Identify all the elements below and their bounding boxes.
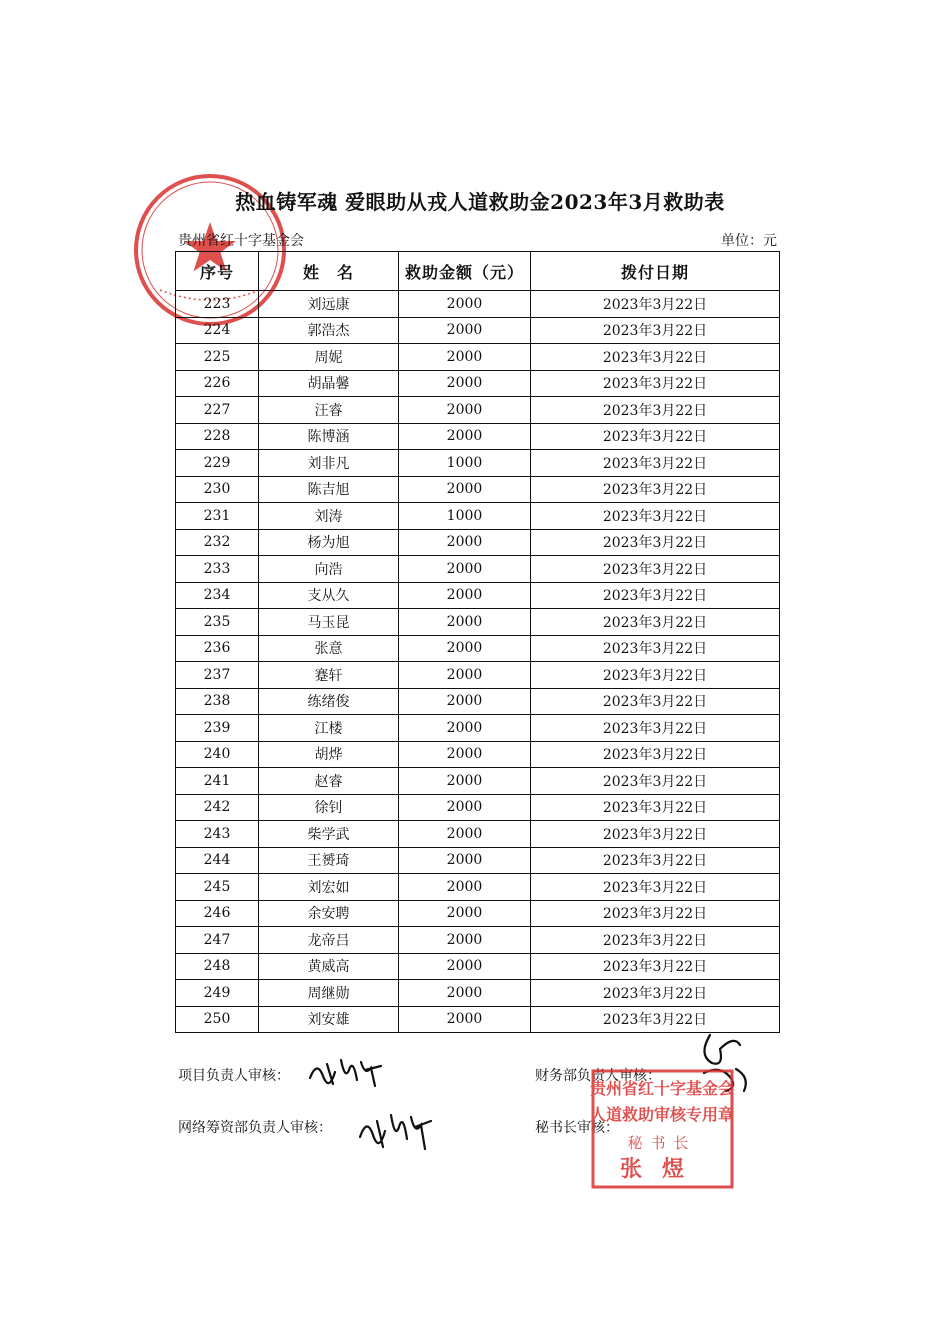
seal-line-3: 秘书长 <box>627 1134 697 1152</box>
table-row <box>176 900 780 927</box>
cell-seq: 244 <box>176 847 259 874</box>
cell-amount: 2000 <box>399 662 531 689</box>
table-row <box>176 821 780 848</box>
cell-seq: 237 <box>176 662 259 689</box>
table-row <box>176 927 780 954</box>
cell-amount: 2000 <box>399 953 531 980</box>
table-row <box>176 1006 780 1033</box>
table-row <box>176 476 780 503</box>
table-body <box>176 291 780 1033</box>
cell-name: 龙帝吕 <box>259 927 399 954</box>
table-row <box>176 556 780 583</box>
cell-seq: 225 <box>176 344 259 371</box>
cell-date: 2023年3月22日 <box>531 397 780 424</box>
cell-date: 2023年3月22日 <box>531 609 780 636</box>
project-lead-review-label: 项目负责人审核： <box>178 1068 290 1084</box>
project-lead-signature <box>305 1050 385 1095</box>
cell-name: 胡烨 <box>259 741 399 768</box>
cell-date: 2023年3月22日 <box>531 529 780 556</box>
cell-date: 2023年3月22日 <box>531 344 780 371</box>
cell-amount: 2000 <box>399 556 531 583</box>
table-row <box>176 609 780 636</box>
cell-name: 郭浩杰 <box>259 317 399 344</box>
cell-date: 2023年3月22日 <box>531 450 780 477</box>
cell-seq: 247 <box>176 927 259 954</box>
cell-name: 余安聘 <box>259 900 399 927</box>
secretary-general-review-label: 秘书长审核： <box>535 1120 619 1136</box>
cell-seq: 245 <box>176 874 259 901</box>
cell-date: 2023年3月22日 <box>531 768 780 795</box>
cell-seq: 229 <box>176 450 259 477</box>
cell-amount: 2000 <box>399 768 531 795</box>
cell-amount: 2000 <box>399 291 531 318</box>
header-name: 姓 名 <box>259 252 399 291</box>
table-row <box>176 794 780 821</box>
table-row <box>176 450 780 477</box>
cell-date: 2023年3月22日 <box>531 582 780 609</box>
header-date: 拨付日期 <box>531 252 780 291</box>
cell-seq: 238 <box>176 688 259 715</box>
cell-name: 马玉昆 <box>259 609 399 636</box>
cell-seq: 249 <box>176 980 259 1007</box>
cell-name: 汪睿 <box>259 397 399 424</box>
fundraising-lead-signature <box>355 1103 435 1158</box>
cell-seq: 227 <box>176 397 259 424</box>
cell-date: 2023年3月22日 <box>531 847 780 874</box>
cell-date: 2023年3月22日 <box>531 688 780 715</box>
cell-amount: 2000 <box>399 476 531 503</box>
table-header-row <box>176 252 780 291</box>
header-amount: 救助金额（元） <box>399 252 531 291</box>
cell-seq: 239 <box>176 715 259 742</box>
cell-amount: 2000 <box>399 794 531 821</box>
cell-name: 杨为旭 <box>259 529 399 556</box>
cell-date: 2023年3月22日 <box>531 662 780 689</box>
cell-seq: 231 <box>176 503 259 530</box>
cell-date: 2023年3月22日 <box>531 556 780 583</box>
table-row <box>176 582 780 609</box>
cell-name: 徐钊 <box>259 794 399 821</box>
table-row <box>176 980 780 1007</box>
cell-date: 2023年3月22日 <box>531 900 780 927</box>
cell-seq: 246 <box>176 900 259 927</box>
cell-name: 陈吉旭 <box>259 476 399 503</box>
cell-amount: 2000 <box>399 847 531 874</box>
cell-seq: 242 <box>176 794 259 821</box>
table-row <box>176 423 780 450</box>
table-row <box>176 741 780 768</box>
cell-seq: 241 <box>176 768 259 795</box>
cell-date: 2023年3月22日 <box>531 821 780 848</box>
table-row <box>176 635 780 662</box>
table-row <box>176 847 780 874</box>
cell-amount: 2000 <box>399 1006 531 1033</box>
cell-date: 2023年3月22日 <box>531 980 780 1007</box>
cell-name: 蹇轩 <box>259 662 399 689</box>
cell-seq: 224 <box>176 317 259 344</box>
cell-name: 向浩 <box>259 556 399 583</box>
cell-name: 练绪俊 <box>259 688 399 715</box>
cell-amount: 2000 <box>399 609 531 636</box>
table-row <box>176 317 780 344</box>
cell-date: 2023年3月22日 <box>531 635 780 662</box>
cell-date: 2023年3月22日 <box>531 291 780 318</box>
seal-line-4: 张煜 <box>619 1157 705 1182</box>
relief-table <box>175 251 780 1033</box>
document-title: 热血铸军魂 爱眼助从戎人道救助金2023年3月救助表 <box>235 190 725 214</box>
cell-name: 胡晶馨 <box>259 370 399 397</box>
cell-amount: 1000 <box>399 450 531 477</box>
cell-amount: 2000 <box>399 874 531 901</box>
cell-name: 江楼 <box>259 715 399 742</box>
table-row <box>176 344 780 371</box>
cell-name: 刘涛 <box>259 503 399 530</box>
cell-name: 刘安雄 <box>259 1006 399 1033</box>
cell-amount: 1000 <box>399 503 531 530</box>
cell-date: 2023年3月22日 <box>531 874 780 901</box>
cell-seq: 240 <box>176 741 259 768</box>
table-row <box>176 874 780 901</box>
table-row <box>176 503 780 530</box>
unit-label: 单位：元 <box>721 233 777 249</box>
cell-date: 2023年3月22日 <box>531 423 780 450</box>
rectangular-red-seal <box>590 1068 735 1190</box>
cell-date: 2023年3月22日 <box>531 741 780 768</box>
cell-amount: 2000 <box>399 821 531 848</box>
cell-amount: 2000 <box>399 900 531 927</box>
cell-seq: 223 <box>176 291 259 318</box>
cell-date: 2023年3月22日 <box>531 1006 780 1033</box>
cell-amount: 2000 <box>399 344 531 371</box>
cell-amount: 2000 <box>399 370 531 397</box>
cell-date: 2023年3月22日 <box>531 317 780 344</box>
table-row <box>176 397 780 424</box>
cell-name: 张意 <box>259 635 399 662</box>
cell-name: 刘宏如 <box>259 874 399 901</box>
table-row <box>176 688 780 715</box>
cell-date: 2023年3月22日 <box>531 953 780 980</box>
cell-name: 柴学武 <box>259 821 399 848</box>
cell-date: 2023年3月22日 <box>531 794 780 821</box>
table-row <box>176 529 780 556</box>
cell-seq: 226 <box>176 370 259 397</box>
cell-seq: 233 <box>176 556 259 583</box>
cell-name: 支从久 <box>259 582 399 609</box>
cell-name: 陈博涵 <box>259 423 399 450</box>
table-row <box>176 953 780 980</box>
cell-seq: 230 <box>176 476 259 503</box>
cell-name: 黄威高 <box>259 953 399 980</box>
finance-lead-review-label: 财务部负责人审核： <box>535 1068 661 1084</box>
seal-line-2: 人道救助审核专用章 <box>590 1105 735 1124</box>
cell-date: 2023年3月22日 <box>531 715 780 742</box>
cell-date: 2023年3月22日 <box>531 370 780 397</box>
cell-amount: 2000 <box>399 317 531 344</box>
table-row <box>176 370 780 397</box>
cell-amount: 2000 <box>399 397 531 424</box>
cell-seq: 232 <box>176 529 259 556</box>
cell-date: 2023年3月22日 <box>531 476 780 503</box>
cell-amount: 2000 <box>399 980 531 1007</box>
cell-name: 周继勋 <box>259 980 399 1007</box>
cell-amount: 2000 <box>399 688 531 715</box>
organization-name: 贵州省红十字基金会 <box>178 233 304 249</box>
cell-seq: 235 <box>176 609 259 636</box>
cell-amount: 2000 <box>399 715 531 742</box>
cell-seq: 236 <box>176 635 259 662</box>
cell-seq: 243 <box>176 821 259 848</box>
cell-amount: 2000 <box>399 741 531 768</box>
cell-name: 王赟琦 <box>259 847 399 874</box>
seal-line-1: 贵州省红十字基金会 <box>590 1079 735 1098</box>
table-row <box>176 291 780 318</box>
header-seq: 序号 <box>176 252 259 291</box>
cell-name: 周妮 <box>259 344 399 371</box>
cell-seq: 234 <box>176 582 259 609</box>
cell-amount: 2000 <box>399 582 531 609</box>
cell-name: 赵睿 <box>259 768 399 795</box>
fundraising-lead-review-label: 网络筹资部负责人审核： <box>178 1120 332 1136</box>
table-row <box>176 768 780 795</box>
table-row <box>176 715 780 742</box>
cell-amount: 2000 <box>399 529 531 556</box>
cell-name: 刘非凡 <box>259 450 399 477</box>
cell-amount: 2000 <box>399 635 531 662</box>
cell-seq: 250 <box>176 1006 259 1033</box>
cell-amount: 2000 <box>399 423 531 450</box>
cell-name: 刘远康 <box>259 291 399 318</box>
table-row <box>176 662 780 689</box>
cell-date: 2023年3月22日 <box>531 503 780 530</box>
cell-seq: 228 <box>176 423 259 450</box>
cell-amount: 2000 <box>399 927 531 954</box>
cell-seq: 248 <box>176 953 259 980</box>
cell-date: 2023年3月22日 <box>531 927 780 954</box>
